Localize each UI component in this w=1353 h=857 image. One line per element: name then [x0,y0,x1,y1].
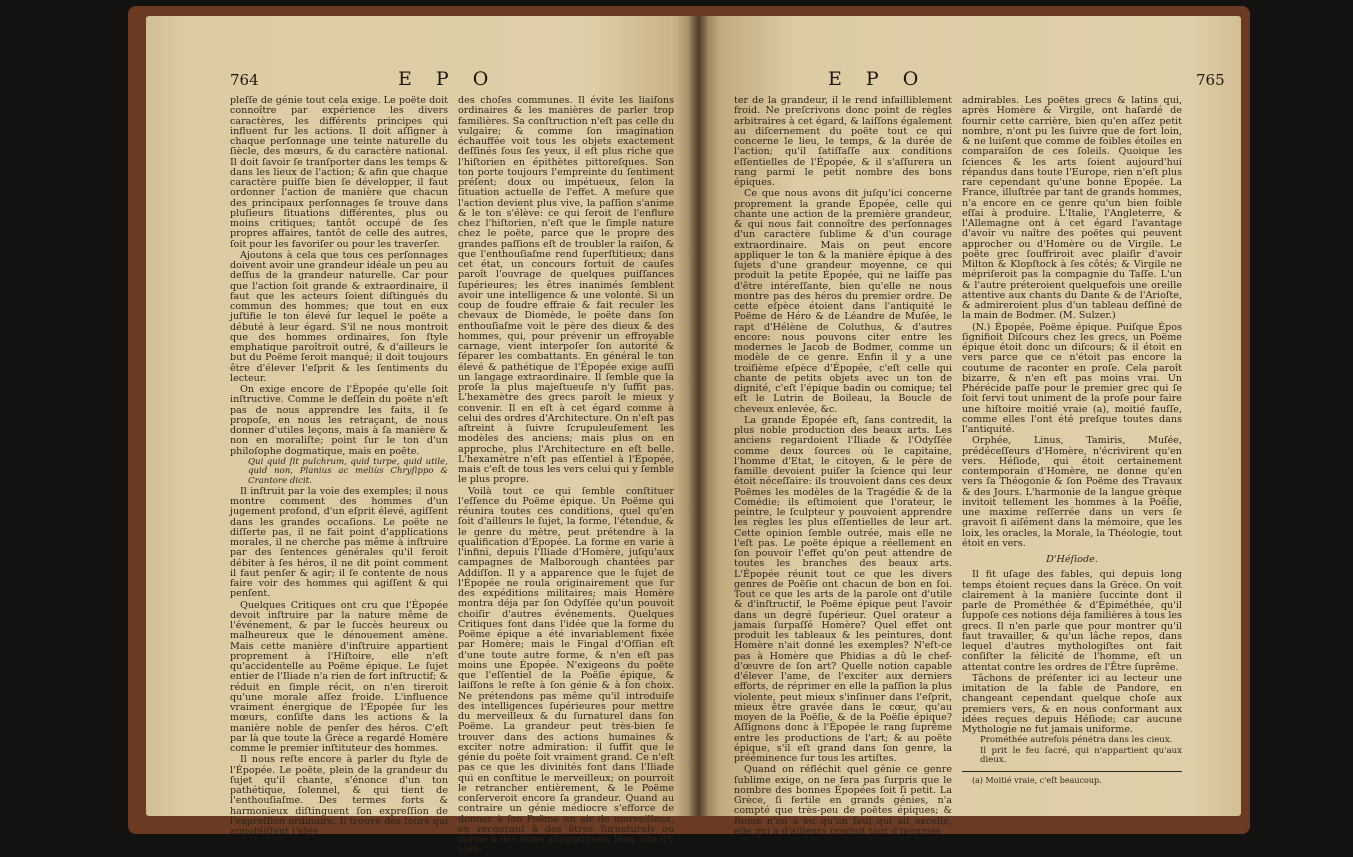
paragraph: Ce que nous avons dit juſqu'ici concerne proprement la grande Épopée, celle qui chante une action de la première grandeur, & qui nous fait connoître des perſonnages d'un caractère ſublime & d'un courage extraordinaire. Mais on peut encore appliquer le ton & la manière épique à des ſujets d'une grandeur moyenne, ce qui produit la petite Épopée, qui ne laiſſe pas d'être intéreſſante, bien qu'elle ne nous montre pas des héros du premier ordre. De cette eſpèce étoient dans l'antiquité le Poëme de Héro & de Léandre de Muſée, le rapt d'Hélène de Coluthus, & d'autres encore: nous pouvons citer entre les modernes le Jacob de Bodmer, comme un modèle de ce genre. Enfin il y a une troiſième eſpèce d'Épopée, c'eſt celle qui chante de petits objets avec un ton de dignité, c'eſt l'épique badin ou comique; tel eſt le Lutrin de Boileau, la Boucle de cheveux enlevée, &c. [734,188,952,415]
footnote: (a) Moitié vraie, c'eſt beaucoup. [972,776,1102,786]
paragraph: On exige encore de l'Épopée qu'elle ſoit inſtructive. Comme le deſſein du poëte n'eſt pas de nous apprendre les faits, il ſe propoſe, en nous les retraçant, de nous donner d'utiles leçons, mais à ſa manière & non en moraliſte; point ſur le ton d'un philoſophe dogmatique, mais en poëte. [230,384,448,457]
paragraph: admirables. Les poëtes grecs & latins qui, après Homère & Virgile, ont haſardé de fournir cette carrière, bien qu'en aſſez petit nombre, n'ont pu les ſuivre que de fort loin, & ne luiſent que comme de foibles étoiles en comparaiſon de ces ſoleils. Quoique les ſciences & les arts ſoient aujourd'hui répandus dans toute l'Europe, rien n'eſt plus rare cependant qu'une bonne Épopée. La France, illuſtrée par tant de grands hommes, n'a encore en ce genre qu'un bien foible eſſai à produire. L'Italie, l'Angleterre, & l'Allemagne ont à cet égard l'avantage d'avoir vu naître des poëtes qui peuvent approcher ou d'Homère ou de Virgile. Le poëte grec ſouffriroit avec plaiſir d'avoir Milton & Klopſtock à ſes côtés; & Virgile ne mépriſeroit pas la compagnie du Taſſe. L'un & l'autre préteroient quelquefois une oreille attentive aux chants du Dante & de l'Arioſte, & admireroient plus d'un tableau deſſiné de la main de Bodmer. (M. Sulzer.) [962,95,1182,322]
paragraph: Quelques Critiques ont cru que l'Épopée devoit inſtruire par la nature même de l'événement, & par le ſuccès heureux ou malheureux que le dénouement amène. Mais cette manière d'inſtruire appartient proprement à l'Hiſtoire, elle n'eſt qu'accidentelle au Poëme épique. Le ſujet entier de l'Iliade n'a rien de fort inſtructif; & réduit en ſimple récit, on n'en tireroit qu'une morale aſſez froide. L'influence vraiment énergique de l'Épopée ſur les mœurs, conſiſte dans les actions & la manière noble de penſer des héros. C'eſt par là que toute la Grèce a regardé Homère comme le premier inſtituteur des hommes. [230,599,448,755]
paragraph: Il nous reſte encore à parler du ſtyle de l'Épopée. Le poëte, plein de la grandeur du ſujet qu'il chante, s'énonce d'un ton pathétique, ſolennel, & qui tient de l'enthouſiaſme. Des termes forts & harmonieux diſtinguent ſon expreſſion de l'expreſſion ordinaire. Il trouve des tours qui annobliſſent l'idée [230,754,448,838]
book-gutter [688,16,708,816]
right-column-1 [734,96,952,838]
footnote-rule [962,771,1182,772]
paragraph: Quand on réfléchit quel génie ce genre ſublime exige, on ne ſera pas ſurpris que le nombre des bonnes Épopées ſoit ſi petit. La Grèce, ſi fertile en grands génies, n'a compté que très-peu de poëtes épiques; & Rome n'en a eu qu'un ſeul qui ait excellé, elle qui a d'ailleurs produit tant d'hommes [734,764,952,837]
left-page [146,16,698,856]
paragraph: Orphée, Linus, Tamiris, Muſée, prédéceſſeurs d'Homère, n'écrivirent qu'en vers. Héſiode, qui étoit certainement contemporain d'Homère, ne donne qu'en vers ſa Théogonie & ſon Poëme des Travaux & des Jours. L'harmonie de la langue grèque invitoit tellement les hommes à la Poëſie, une maxime reſſerrée dans un vers ſe gravoit ſi aiſément dans la mémoire, que les loix, les oracles, la Morale, la Théologie, tout étoit en vers. [962,435,1182,549]
paragraph: Tâchons de préſenter ici au lecteur une imitation de la fable de Pandore, en changeant cependant quelque choſe aux premiers vers, & en nous conformant aux idées reçues depuis Héſiode; car aucune Mythologie ne fut jamais uniforme. [962,672,1182,735]
paragraph: Voilà tout ce qui ſemble conſtituer l'eſſence du Poëme épique. Un Poëme qui réunira toutes ces conditions, quel qu'en ſoit d'ailleurs le ſujet, la forme, l'étendue, & le genre du mètre, peut prétendre à la qualification d'Épopée. La forme en varie à l'infini, depuis l'Iliade d'Homère, juſqu'aux campagnes de Malborough chantées par Addiſſon. Il y a apparence que le ſujet de l'Épopée ne roula originairement que ſur des expéditions militaires; mais Homère montra déja par ſon Odyſſée qu'un pouvoit choiſir d'autres événements. Quelques Critiques font dans l'idée que la forme du Poëme épique a été invariablement fixée par Homère; mais le Fingal d'Oſſian eſt d'une toute autre forme, & n'en eſt pas moins une Épopée. N'exigeons du poëte que l'eſſentiel de la Poëſie épique, & laiſſons le reſte à ſon génie & à ſon choix. Ne prétendons pas même qu'il introduiſe des intelligences ſupérieures pour mettre du merveilleux & du ſurnaturel dans ſon Poëme. La grandeur peut très-bien ſe trouver dans des actions humaines & exciter notre admiration: il ſuffit que le génie du poëte ſoit vraiment grand. Ce n'eſt pas ce que les divinités font dans l'Iliade qui en conſtitue le merveilleux; on pourroit le retrancher entièrement, & le Poëme conſerveroit encore ſa grandeur. Quand au contraire un génie médiocre s'efforce de donner à ſon Poëme un air de merveilleux, en recourant à des êtres ſurnaturels ou même à des êtres allégoriques, bien loin d'y ajou- [458,485,674,856]
paragraph: Il fit uſage des fables, qui depuis long temps étoient reçues dans la Grèce. On voit clairement à la manière ſuccinte dont il parle de Prométhée & d'Épiméthée, qu'il ſuppoſe ces notions déja familières à tous les grecs. Il n'en parle que pour montrer qu'il faut travailler, & qu'un lâche repos, dans lequel d'autres mythologiſtes ont fait conſiſter la félicité de l'homme, eſt un attentat contre les ordres de l'Être ſuprême. [962,569,1182,673]
paragraph: pleſſe de génie tout cela exige. Le poëte doit connoître par expérience les divers caractères, les différents principes qui influent fur les actions. Il doit aſſigner à chaque perſonnage une teinte naturelle du ſiècle, des mœurs, & du caractère national. Il doit ſavoir ſe tranſporter dans les temps & dans les lieux de l'action; & afin que chaque caractère puiſſe bien ſe développer, il faut ordonner l'action de manière que chacun des principaux perſonnages ſe trouve dans pluſieurs ſituations différentes, plus ou moins critiques; tantôt occupé de ſes propres affaires, tantôt de celle des autres, ſoit pour les favoriſer ou pour les traverſer. [230,95,448,250]
left-page-number: 764 [230,71,259,89]
left-column-2 [458,96,674,857]
paragraph: Ajoutons à cela que tous ces perſonnages doivent avoir une grandeur idéale un peu au deſſus de la grandeur naturelle. Car pour que l'action ſoit grande & extraordinaire, il faut que les acteurs ſoient diſtingués du commun des hommes; que tout en eux juſtifie le ton élevé ſur lequel le poëte a débuté à leur égard. S'il ne nous montroit que des hommes ordinaires, ſon ſtyle emphatique paroîtroit outré, & d'ailleurs le but du Poëme ſeroit manqué; il doit toujours être d'élever l'eſprit & les ſentiments du lecteur. [230,249,448,384]
paragraph: (N.) Épopée, Poëme épique. Puiſque Épos ſignifioit Diſcours chez les grecs, un Poëme épique étoit donc un diſcours; & il étoit en vers parce que ce n'étoit pas encore la coutume de raconter en proſe. Cela paroît bizarre, & n'en eſt pas moins vrai. Un Phérécide paſſe pour le premier grec qui ſe ſoit ſervi tout uniment de la proſe pour faire une hiſtoire moitié vraie (a), moitié fauſſe, comme elles l'ont été preſque toutes dans l'antiquité. [962,321,1182,435]
right-running-header: E P O [828,68,928,90]
verse-line: Prométhée autrefois pénétra dans les cieux. [980,735,1173,746]
verse-line: Il prit le feu ſacré, qui n'appartient qu'aux dieux. [980,745,1182,766]
latin-quotation: Qui quid ſit pulchrum, quid turpe, quid utile, quid non, Planius ac meliùs Chryſippo & Crantore dicit. [248,456,448,486]
paragraph: Il inſtruit par la voie des exemples; il nous montre comment des hommes d'un jugement profond, d'un eſprit élevé, agiſſent dans les grandes occaſions. Le poëte ne diſſerte pas, il ne fait point d'applications morales, il ne cherche pas même à inſtruire par des ſentences générales qu'il feroit débiter à ſes héros, il ne dit point comment il faut penſer & agir; il ſe contente de nous faire voir des hommes qui agiſſent & qui penſent. [230,485,448,600]
right-page-number: 765 [1196,71,1225,89]
left-running-header: E P O [398,68,498,90]
left-column-1 [230,96,448,838]
section-heading: D'Héſiode. [1046,554,1098,565]
right-column-2 [962,96,1182,786]
right-page [698,16,1241,837]
paragraph: des choſes communes. Il évite les liaiſons ordinaires & les manières de parler trop familières. Sa conſtruction n'eſt pas celle du vulgaire; & comme ſon imagination échauffée voit tous les objets exactement deſſinés ſous ſes yeux, il eſt plus riche que l'hiſtorien en épithètes pittoreſques. Son ton porte toujours l'empreinte du ſentiment préſent; doux ou impétueux, ſelon la ſituation actuelle de l'effet. A meſure que l'action devient plus vive, la paſſion s'anime & le ton s'élève: ce qui ſeroit de l'enflure chez l'hiſtorien, n'eſt que le ſimple nature chez le poëte, parce que le propre des grandes paſſions eſt de troubler la raiſon, & que l'enthouſiaſme rend ſuperſtitieux; dans cet état, un concours fortuit de cauſes paroît l'ouvrage de quelques puiſſances ſupérieures; les êtres inanimés ſemblent avoir une intelligence & une volonté. Si un coup de foudre effraie & fait reculer les chevaux de Diomède, le poëte dans ſon enthouſiaſme voit le père des dieux & des hommes, qui, pour prévenir un effroyable carnage, vient interpoſer ſon autorité & ſéparer les combattants. En général le ton élevé & pathétique de l'Épopée exige auſſi un langage extraordinaire. Il ſemble que la proſe la plus majeſtueuſe n'y ſuffit pas. L'hexamètre des grecs paroît le mieux y convenir. Il en eſt à cet égard comme à celui des ordres d'Architecture. On n'eſt pas aſtreint à ſuivre ſcrupuleuſement les modèles des anciens; mais plus on en approche, plus l'Architecture en eſt belle. L'hexamètre n'eſt pas eſſentiel à l'Épopée, mais c'eſt de tous les vers celui qui y ſemble le plus propre. [458,95,674,486]
paragraph: ter de la grandeur, il le rend infailliblement froid. Ne preſcrivons donc point de règles arbitraires à cet égard, & laiſſons également au diſcernement du poëte tout ce qui concerne le lieu, le temps, & la durée de l'action; qu'il ſatiſfaſſe aux conditions eſſentielles de l'Épopée, & il s'aſſurera un rang parmi le petit nombre des bons épiques. [734,95,952,188]
paragraph: La grande Épopée eſt, ſans contredit, la plus noble production des beaux arts. Les anciens regardoient l'Iliade & l'Odyſſée comme deux ſources où le capitaine, l'homme d'Etat, le citoyen, & le père de famille devoient puiſer la ſcience qui leur étoit néceſſaire: ils trouvoient dans ces deux Poëmes les modèles de la Tragédie & de la Comédie; ils eſtimoient que l'orateur, le peintre, le ſculpteur y pouvoient apprendre les règles les plus eſſentielles de leur art. Cette opinion ſemble outrée, mais elle ne l'eſt pas. Le poëte épique a réellement en ſon pouvoir l'effet qu'on peut attendre de toutes les branches des beaux arts. L'Épopée réunit tout ce que les divers genres de Poëſie ont chacun de bon en ſoi. Tout ce que les arts de la parole ont d'utile & d'inſtructif, le Poëme épique peut l'avoir dans un degré ſupérieur. Quel orateur a jamais ſurpaſſé Homère? Quel effet ont produit les tableaux & les peintures, dont Homère n'ait donné les exemples? N'eſt-ce pas à Homère que Phidias a dû le chef-d'œuvre de ſon art? Quelle notion capable d'élever l'ame, de l'exciter aux derniers efforts, de réprimer en elle la paſſion la plus violente, peut mieux s'inſinuer dans l'eſprit, mieux être gravée dans le cœur, qu'au moyen de la Poëſie, & de la Poëſie épique? Aſſignons donc à l'Épopée le rang ſuprême entre les productions de l'art; & au poëte épique, s'il eſt grand dans ſon genre, la prééminence ſur tous les artiſtes. [734,414,952,764]
